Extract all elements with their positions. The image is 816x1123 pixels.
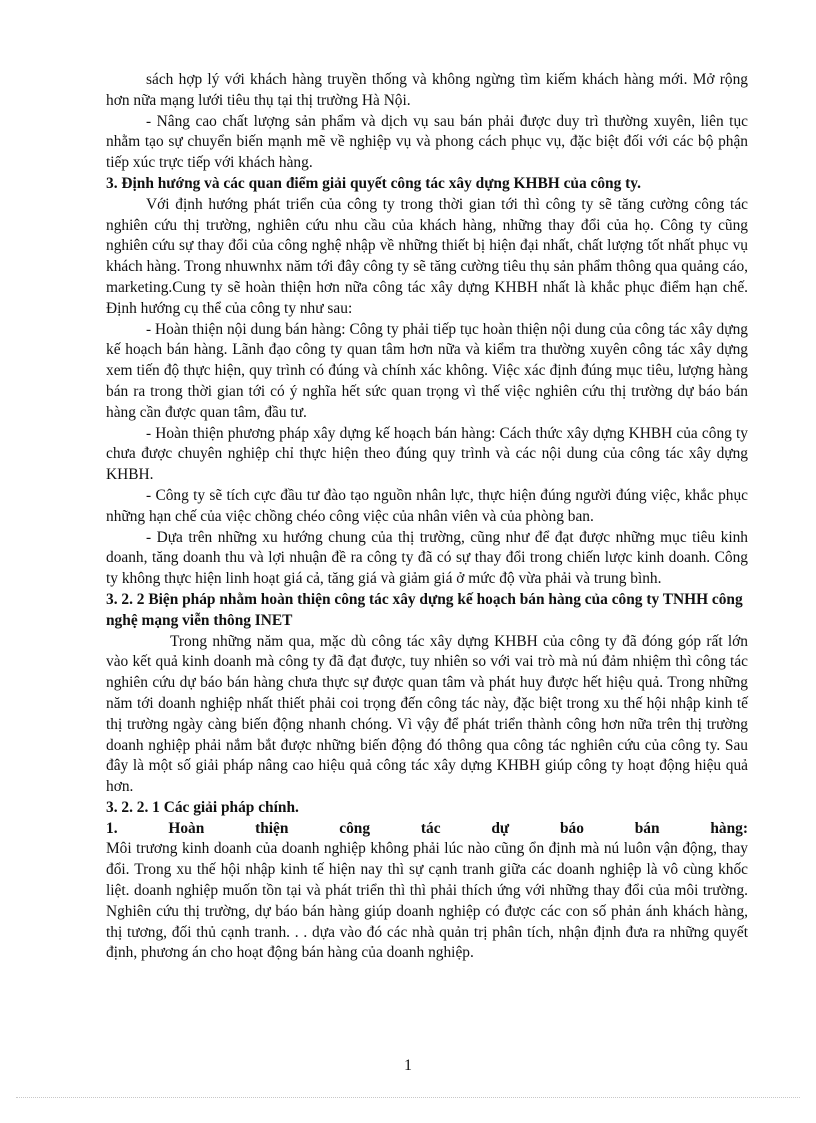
item-word: dự	[491, 819, 510, 837]
item-word: bán	[634, 819, 660, 837]
numbered-item-heading	[106, 819, 748, 840]
paragraph: - Hoàn thiện nội dung bán hàng: Công ty phải tiếp tục hoàn thiện nội dung của công tác xây dựng kế hoạch bán hàng. Lãnh đạo công ty quan tâm hơn nữa và kiểm tra thường xuyên công tác xây dựng xem tiến độ thực hiện, quy trình có đúng và chính xác không. Việc xác định đúng mục tiêu, lượng hàng bán ra trong thời gian tới có ý nghĩa hết sức quan trọng vì thế việc nghiên cứu thị trường dự báo bán hàng cần được quan tâm, đầu tư.	[106, 320, 748, 421]
paragraph: Môi trương kinh doanh của doanh nghiệp không phải lúc nào cũng ổn định mà nú luôn vận động, thay đổi. Trong xu thế hội nhập kinh tế hiện nay thì sự cạnh tranh giữa các doanh nghiệp là vô cùng khốc liệt. doanh nghiệp muốn tồn tại và phát triển thì thì phải thích ứng với những thay đổi của môi trường. Nghiên cứu thị trường, dự báo bán hàng giúp doanh nghiệp có được các con số phản ánh khách hàng, thị tương, đối thủ cạnh tranh. . . dựa vào đó các nhà quản trị phân tích, nhận định đưa ra những quyết định, phương án cho hoạt động bán hàng của doanh nghiệp.	[106, 840, 748, 962]
paragraph: - Dựa trên những xu hướng chung của thị trường, cũng như để đạt được những mục tiêu kinh doanh, tăng doanh thu và lợi nhuận đề ra công ty đã có sự thay đổi trong chiến lược kinh doanh. Công ty không thực hiện linh hoạt giá cả, tăng giá và giảm giá ở mức độ vừa phải và trung bình.	[106, 528, 748, 588]
section-heading: 3. Định hướng và các quan điểm giải quyết công tác xây dựng KHBH của công ty.	[106, 174, 641, 192]
page-bottom-divider	[16, 1097, 800, 1098]
subsubsection-heading: 3. 2. 2. 1 Các giải pháp chính.	[106, 798, 299, 816]
item-word: 1.	[106, 819, 118, 837]
item-word: hàng:	[710, 819, 748, 837]
page-number: 1	[404, 1057, 412, 1074]
paragraph: Với định hướng phát triển của công ty trong thời gian tới thì công ty sẽ tăng cường công tác nghiên cứu thị trường, nghiên cứu nhu cầu của khách hàng, những thay đổi của họ. Công ty cũng nghiên cứu sự thay đổi của công nghệ nhập về những thiết bị hiện đại nhất, chất lượng tốt nhất phục vụ khách hàng. Trong nhuwnhx năm tới đây công ty sẽ tăng cường tiêu thụ sản phẩm thông qua quảng cáo, marketing.Cung ty sẽ hoàn thiện hơn nữa công tác xây dựng KHBH nhất là khắc phục điểm hạn chế. Định hướng cụ thể của công ty như sau:	[106, 195, 748, 317]
item-word: công	[339, 819, 371, 837]
item-word: Hoàn	[168, 819, 205, 837]
paragraph: - Công ty sẽ tích cực đầu tư đào tạo nguồn nhân lực, thực hiện đúng người đúng việc, khắc phục những hạn chế của việc chồng chéo công việc của nhân viên và của phòng ban.	[106, 486, 748, 525]
item-word: tác	[420, 819, 441, 837]
item-word: thiện	[255, 819, 289, 837]
item-word: báo	[559, 819, 584, 837]
paragraph: - Nâng cao chất lượng sản phẩm và dịch vụ sau bán phải được duy trì thường xuyên, liên tục nhằm tạo sự chuyển biến mạnh mẽ về nghiệp vụ và phong cách phục vụ, đặc biệt đối với các bộ phận tiếp xúc trực tiếp với khách hàng.	[106, 112, 748, 172]
paragraph: sách hợp lý với khách hàng truyền thống và không ngừng tìm kiếm khách hàng mới. Mở rộng hơn nữa mạng lưới tiêu thụ tại thị trường Hà Nội.	[106, 71, 748, 109]
paragraph: Trong những năm qua, mặc dù công tác xây dựng KHBH của công ty đã đóng góp rất lớn vào kết quả kinh doanh mà công ty đã đạt được, tuy nhiên so với vai trò mà nú đảm nhiệm thì công tác nghiên cứu dự báo bán hàng chưa thực sự được quan tâm và phát huy được hết hiệu quả. Trong những năm tới doanh nghiệp nhất thiết phải coi trọng đến công tác này, đặc biệt trong xu thế hội nhập kinh tế thị trường ngày càng biến động nhanh chóng. Vì vậy để phát triển thành công hơn nữa trên thị trường doanh nghiệp phải nắm bắt được những biến động đó thông qua công tác nghiên cứu của công ty. Sau đây là một số giải pháp nâng cao hiệu quả công tác xây dựng KHBH giúp công ty hoạt động hiệu quả hơn.	[106, 632, 748, 796]
paragraph: - Hoàn thiện phương pháp xây dựng kế hoạch bán hàng: Cách thức xây dựng KHBH của công ty chưa được chuyên nghiệp chỉ thực hiện theo đúng quy trình và các nội dung của công tác xây dựng KHBH.	[106, 424, 748, 484]
document-page	[106, 70, 748, 964]
subsection-heading: 3. 2. 2 Biện pháp nhằm hoàn thiện công tác xây dựng kế hoạch bán hàng của công ty TNHH công nghệ mạng viễn thông INET	[106, 590, 743, 629]
